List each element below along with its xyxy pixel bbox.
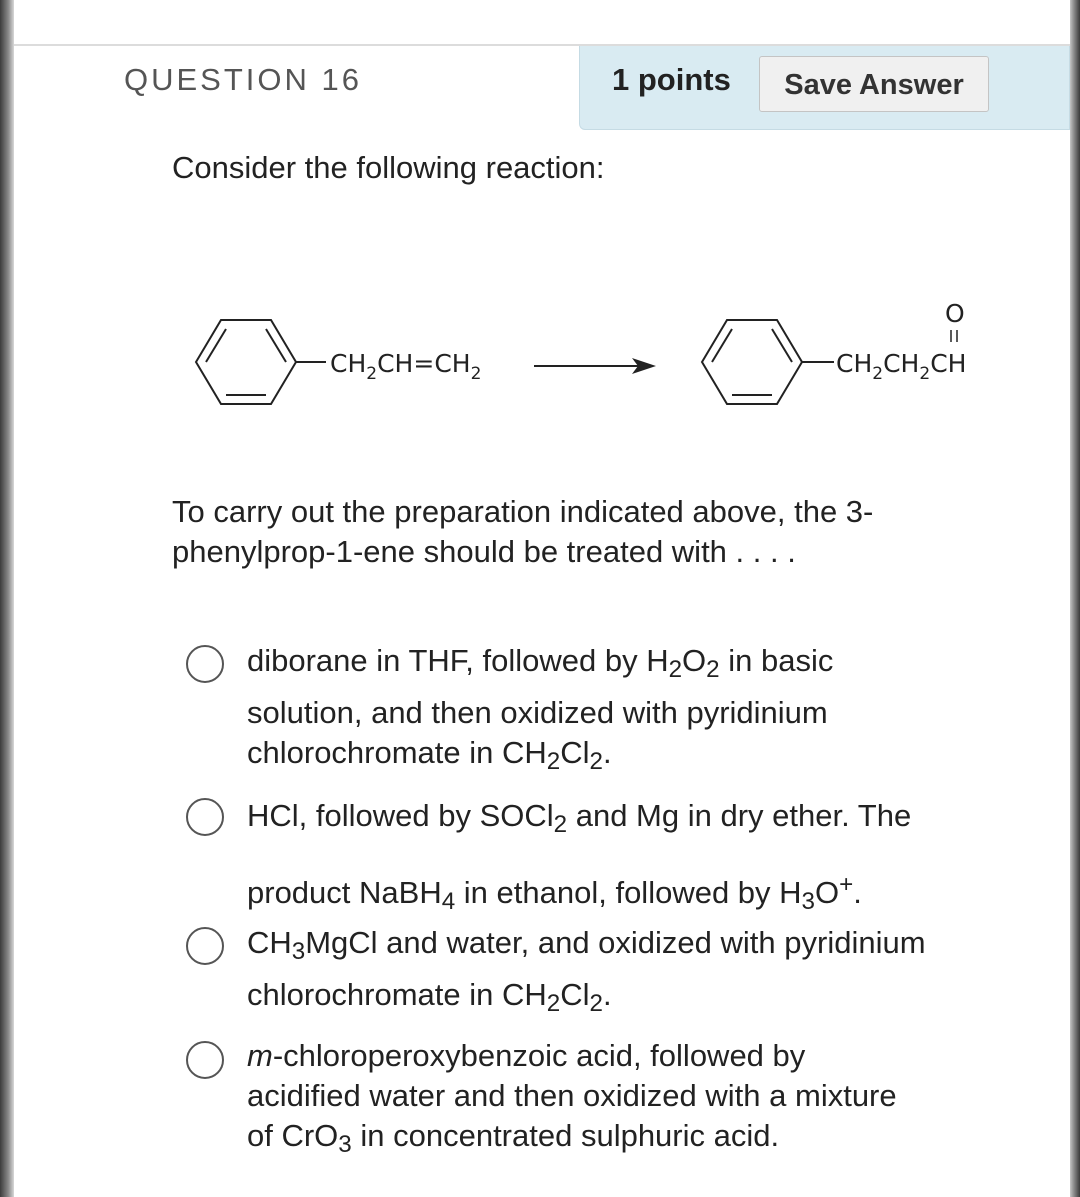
option-3-text: $CH_3MgCl$ and water, and oxidized with pyridinium chlorochromate in $CH_2Cl_2$. [247,925,926,1018]
question-stem-line-2: phenylprop-1-ene should be treated with . . . . [172,534,796,569]
question-title: QUESTION 16 [124,62,362,97]
points-label: 1 points [612,62,731,97]
reactant-formula: $CH_2CH=CH_2$ [330,349,482,384]
question-stem [172,492,972,572]
option-4-text: m-chloroperoxybenzoic acid, followed by acidified water and then oxidized with a mixture of CrO$_3$ in concentrated sulphuric acid. [247,1038,897,1159]
option-2-text: HCl, followed by SOCl$_2$ and Mg in dry ether. The product NaBH$_4$ in ethanol, followed by $H_3O^+$. [247,798,912,915]
reactant-benzene-ring [196,320,326,404]
save-answer-button[interactable]: Save Answer [759,56,989,112]
answer-option-4[interactable] [186,1036,1006,1166]
product-benzene-ring [702,320,834,404]
option-1-text: diborane in THF, followed by $H_2O_2$ in basic solution, and then oxidized with pyridinium chlorochromate in $CH_2Cl_2$. [247,643,834,776]
reaction-scheme [174,288,1004,428]
answer-option-3[interactable] [186,922,1006,1018]
answer-option-1[interactable] [186,640,1006,776]
option-2-radio[interactable] [186,798,224,836]
question-page [14,0,1070,1197]
question-stem-line-1: To carry out the preparation indicated above, the 3- [172,494,874,529]
option-1-radio[interactable] [186,645,224,683]
product-formula: $CH_2CH_2CH$ [836,349,967,384]
reaction-arrow [534,358,656,374]
question-intro: Consider the following reaction: [172,150,605,185]
carbonyl-oxygen: O [945,299,965,328]
answer-option-2[interactable] [186,795,1006,915]
left-edge [0,0,14,1197]
option-3-radio[interactable] [186,927,224,965]
carbonyl-double-bond [951,330,957,342]
option-4-radio[interactable] [186,1041,224,1079]
